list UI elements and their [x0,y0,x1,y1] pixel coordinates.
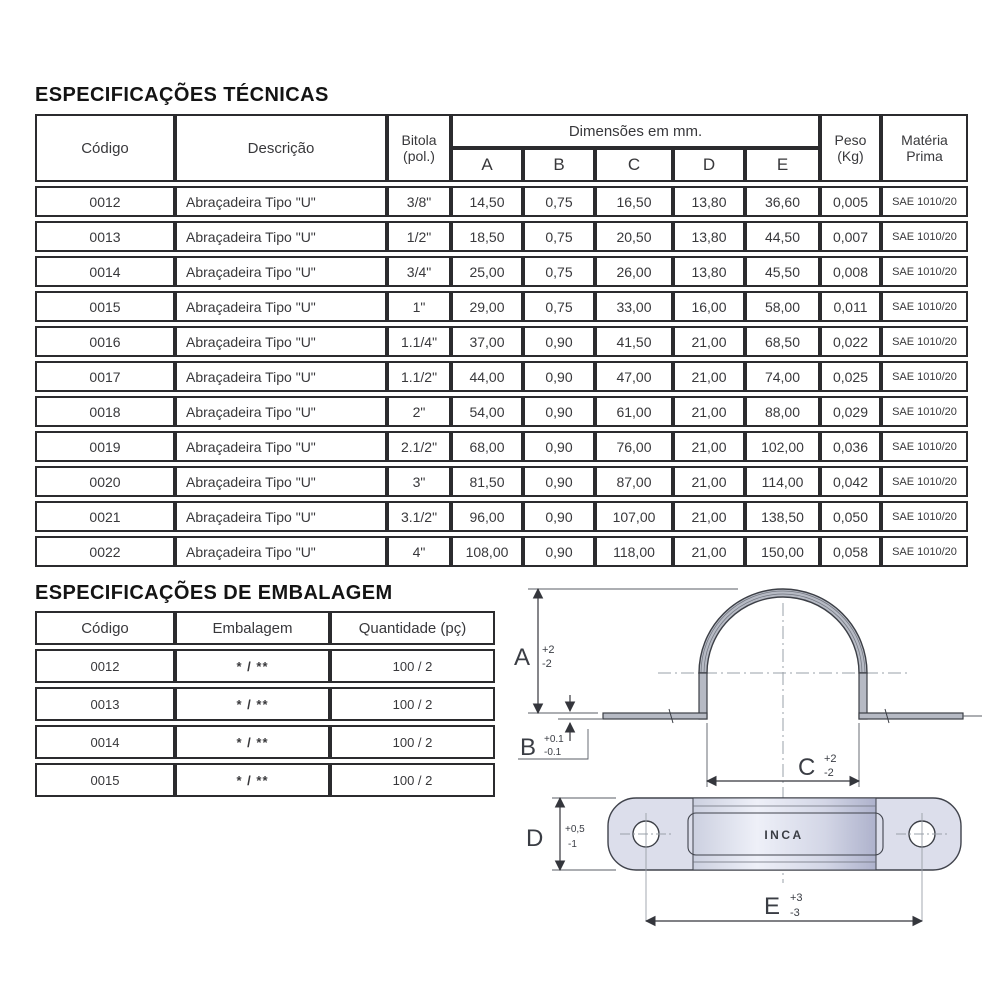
dim-a-tol-minus: -2 [542,658,552,670]
cell-peso: 0,050 [820,501,881,532]
packaging-specs-title: ESPECIFICAÇÕES DE EMBALAGEM [35,582,393,604]
cell-dim-d: 13,80 [673,256,745,287]
dim-a-tol-plus: +2 [542,644,555,656]
table-row [35,326,968,357]
cell-bitola: 3/8" [387,186,451,217]
cell-dim-b: 0,90 [523,466,595,497]
cell-descricao: Abraçadeira Tipo "U" [175,396,387,427]
header-bitola-line2: (pol.) [403,148,435,164]
dim-b-label: B [520,734,537,761]
table-row [35,256,968,287]
dim-e-tol-minus: -3 [790,907,800,919]
table-row [35,687,495,721]
cell-codigo: 0020 [35,466,175,497]
header-codigo: Código [35,114,175,182]
cell-dim-b: 0,90 [523,326,595,357]
cell-bitola: 3" [387,466,451,497]
cell-embalagem: * / ** [175,649,330,683]
brand-stamp: INCA [764,828,804,842]
cell-peso: 0,036 [820,431,881,462]
cell-codigo: 0015 [35,291,175,322]
cell-codigo: 0012 [35,186,175,217]
cell-codigo: 0019 [35,431,175,462]
cell-descricao: Abraçadeira Tipo "U" [175,361,387,392]
cell-materia-prima: SAE 1010/20 [881,396,968,427]
cell-dim-a: 14,50 [451,186,523,217]
table-row [35,536,968,567]
cell-dim-d: 21,00 [673,396,745,427]
cell-bitola: 3/4" [387,256,451,287]
cell-dim-a: 54,00 [451,396,523,427]
cell-dim-e: 45,50 [745,256,820,287]
cell-peso: 0,008 [820,256,881,287]
header-col-e: E [745,148,820,182]
cell-dim-a: 108,00 [451,536,523,567]
dim-a-label: A [514,644,531,671]
cell-peso: 0,022 [820,326,881,357]
cell-dim-d: 16,00 [673,291,745,322]
cell-codigo: 0013 [35,221,175,252]
cell-materia-prima: SAE 1010/20 [881,361,968,392]
dim-d-label: D [526,825,544,852]
cell-materia-prima: SAE 1010/20 [881,256,968,287]
cell-peso: 0,029 [820,396,881,427]
left-leg [699,673,707,719]
tech-specs-table-header [35,114,968,182]
cell-dim-e: 138,50 [745,501,820,532]
cell-descricao: Abraçadeira Tipo "U" [175,466,387,497]
cell-dim-c: 76,00 [595,431,673,462]
cell-dim-d: 21,00 [673,326,745,357]
header-col-d: D [673,148,745,182]
cell-materia-prima: SAE 1010/20 [881,536,968,567]
packaging-table [35,611,495,797]
cell-bitola: 1/2" [387,221,451,252]
header-col-c: C [595,148,673,182]
cell-embalagem: * / ** [175,763,330,797]
cell-dim-c: 26,00 [595,256,673,287]
cell-materia-prima: SAE 1010/20 [881,291,968,322]
cell-materia-prima: SAE 1010/20 [881,431,968,462]
cell-dim-c: 20,50 [595,221,673,252]
cell-descricao: Abraçadeira Tipo "U" [175,431,387,462]
right-leg [859,673,867,719]
cell-bitola: 3.1/2" [387,501,451,532]
cell-codigo: 0012 [35,649,175,683]
header-dimensoes: Dimensões em mm. [451,114,820,148]
dim-b-tol-plus: +0.1 [544,734,564,745]
dim-b-tol-minus: -0.1 [544,747,562,758]
cell-dim-d: 21,00 [673,501,745,532]
dim-e-label: E [764,893,781,920]
cell-dim-b: 0,90 [523,396,595,427]
table-row [35,291,968,322]
header-col-a: A [451,148,523,182]
cell-dim-c: 41,50 [595,326,673,357]
cell-dim-a: 25,00 [451,256,523,287]
cell-dim-a: 44,00 [451,361,523,392]
cell-dim-b: 0,90 [523,361,595,392]
header-bitola [387,114,451,182]
cell-codigo: 0017 [35,361,175,392]
cell-dim-d: 21,00 [673,361,745,392]
cell-dim-b: 0,75 [523,256,595,287]
cell-quantidade: 100 / 2 [330,687,495,721]
cell-codigo: 0014 [35,256,175,287]
cell-dim-c: 107,00 [595,501,673,532]
cell-dim-e: 36,60 [745,186,820,217]
cell-dim-a: 68,00 [451,431,523,462]
cell-dim-e: 150,00 [745,536,820,567]
cell-dim-c: 33,00 [595,291,673,322]
cell-quantidade: 100 / 2 [330,725,495,759]
dim-d-tol-minus: -1 [568,839,577,850]
technical-drawing [498,583,990,978]
cell-materia-prima: SAE 1010/20 [881,501,968,532]
cell-materia-prima: SAE 1010/20 [881,221,968,252]
table-row [35,361,968,392]
cell-dim-b: 0,90 [523,431,595,462]
cell-embalagem: * / ** [175,725,330,759]
cell-codigo: 0016 [35,326,175,357]
cell-peso: 0,007 [820,221,881,252]
table-row [35,431,968,462]
cell-dim-e: 88,00 [745,396,820,427]
table-row [35,396,968,427]
left-foot [603,713,707,719]
cell-dim-a: 81,50 [451,466,523,497]
cell-dim-e: 58,00 [745,291,820,322]
cell-dim-c: 47,00 [595,361,673,392]
cell-dim-a: 37,00 [451,326,523,357]
cell-dim-a: 29,00 [451,291,523,322]
cell-descricao: Abraçadeira Tipo "U" [175,536,387,567]
cell-dim-b: 0,75 [523,291,595,322]
cell-dim-c: 16,50 [595,186,673,217]
cell-dim-d: 13,80 [673,186,745,217]
cell-dim-b: 0,75 [523,221,595,252]
cell-dim-d: 21,00 [673,431,745,462]
cell-bitola: 1.1/2" [387,361,451,392]
cell-descricao: Abraçadeira Tipo "U" [175,501,387,532]
cell-dim-d: 13,80 [673,221,745,252]
cell-materia-prima: SAE 1010/20 [881,466,968,497]
cell-peso: 0,025 [820,361,881,392]
header-descricao: Descrição [175,114,387,182]
cell-peso: 0,058 [820,536,881,567]
cell-dim-e: 44,50 [745,221,820,252]
cell-descricao: Abraçadeira Tipo "U" [175,186,387,217]
table-row [35,763,495,797]
dim-c-tol-plus: +2 [824,753,837,765]
cell-materia-prima: SAE 1010/20 [881,326,968,357]
cell-descricao: Abraçadeira Tipo "U" [175,221,387,252]
dim-d-tol-plus: +0,5 [565,824,585,835]
cell-peso: 0,011 [820,291,881,322]
cell-bitola: 1" [387,291,451,322]
cell-peso: 0,005 [820,186,881,217]
packaging-table-header [35,611,495,645]
cell-dim-b: 0,90 [523,501,595,532]
cell-quantidade: 100 / 2 [330,763,495,797]
cell-dim-e: 68,50 [745,326,820,357]
cell-dim-b: 0,90 [523,536,595,567]
cell-peso: 0,042 [820,466,881,497]
table-row [35,186,968,217]
cell-dim-d: 21,00 [673,466,745,497]
plan-view-plate [526,798,961,921]
cell-dim-c: 118,00 [595,536,673,567]
tech-specs-title: ESPECIFICAÇÕES TÉCNICAS [35,84,329,106]
cell-descricao: Abraçadeira Tipo "U" [175,291,387,322]
right-foot [859,713,963,719]
cell-quantidade: 100 / 2 [330,649,495,683]
pack-header-embalagem: Embalagem [175,611,330,645]
header-materia-line1: Matéria [901,132,948,148]
cell-dim-c: 61,00 [595,396,673,427]
cell-dim-b: 0,75 [523,186,595,217]
table-row [35,725,495,759]
header-bitola-line1: Bitola [401,132,437,148]
tech-specs-table [35,114,968,567]
cell-dim-e: 74,00 [745,361,820,392]
header-peso [820,114,881,182]
table-row [35,649,495,683]
header-col-b: B [523,148,595,182]
cell-bitola: 4" [387,536,451,567]
cell-codigo: 0015 [35,763,175,797]
cell-dim-d: 21,00 [673,536,745,567]
cell-codigo: 0013 [35,687,175,721]
cell-dim-a: 96,00 [451,501,523,532]
cell-bitola: 2" [387,396,451,427]
cell-dim-e: 102,00 [745,431,820,462]
pack-header-quantidade: Quantidade (pç) [330,611,495,645]
dim-c-tol-minus: -2 [824,767,834,779]
cell-materia-prima: SAE 1010/20 [881,186,968,217]
dim-e-tol-plus: +3 [790,892,803,904]
table-row [35,501,968,532]
cell-dim-c: 87,00 [595,466,673,497]
cell-codigo: 0014 [35,725,175,759]
cell-descricao: Abraçadeira Tipo "U" [175,256,387,287]
cell-dim-e: 114,00 [745,466,820,497]
cell-codigo: 0022 [35,536,175,567]
cell-embalagem: * / ** [175,687,330,721]
table-row [35,466,968,497]
header-peso-line1: Peso [834,132,867,148]
header-materia-prima [881,114,968,182]
cell-bitola: 1.1/4" [387,326,451,357]
cell-bitola: 2.1/2" [387,431,451,462]
header-materia-line2: Prima [906,148,943,164]
table-row [35,221,968,252]
cell-codigo: 0018 [35,396,175,427]
cell-dim-a: 18,50 [451,221,523,252]
header-peso-line2: (Kg) [837,148,864,164]
cell-codigo: 0021 [35,501,175,532]
pack-header-codigo: Código [35,611,175,645]
cell-descricao: Abraçadeira Tipo "U" [175,326,387,357]
dim-c-label: C [798,754,816,781]
